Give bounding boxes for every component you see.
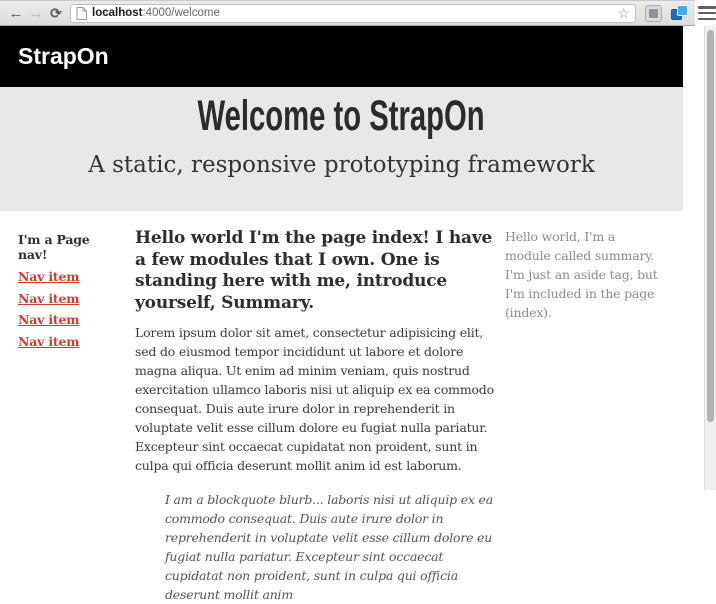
page-nav xyxy=(18,211,120,356)
main-column xyxy=(135,211,496,604)
site-header xyxy=(0,26,683,87)
page-viewport xyxy=(0,26,683,602)
extension-button-2[interactable] xyxy=(671,5,688,22)
url-path: :4000/welcome xyxy=(142,7,220,19)
hero-section xyxy=(0,87,683,211)
blockquote: I am a blockquote blurb... laboris nisi ut aliquip ex ea commodo consequat. Duis aute irure dolor in reprehenderit in voluptate velit esse cillum dolore eu fugiat nulla pariatur. Excepteur sint occaecat cupidatat non proident, sunt in culpa qui officia deserunt mollit anim xyxy=(165,492,493,602)
reload-button[interactable] xyxy=(46,3,66,23)
forward-button[interactable] xyxy=(26,3,46,23)
scrollbar-track[interactable] xyxy=(704,26,716,490)
address-bar[interactable] xyxy=(70,4,636,23)
scrollbar-thumb[interactable] xyxy=(707,30,714,422)
nav-item-link-3[interactable]: Nav item xyxy=(18,312,80,327)
nav-item-link-2[interactable]: Nav item xyxy=(18,290,80,306)
site-logo: StrapOn xyxy=(18,43,109,69)
back-icon: ← xyxy=(8,4,24,22)
page-icon xyxy=(76,7,87,20)
content-area xyxy=(0,211,683,602)
hamburger-icon xyxy=(698,6,716,9)
browser-toolbar xyxy=(0,0,695,26)
nav-item-link-4[interactable]: Nav item xyxy=(18,333,80,349)
extension-1-icon xyxy=(649,9,658,18)
nav-item-link-1[interactable]: Nav item xyxy=(18,269,80,284)
hero-subtitle: A static, responsive prototyping framework xyxy=(88,152,595,178)
extension-button-1[interactable] xyxy=(645,5,662,22)
bookmark-star-icon[interactable]: ☆ xyxy=(617,5,630,21)
forward-icon: → xyxy=(28,4,44,22)
reload-icon: ⟳ xyxy=(50,4,62,21)
url-text xyxy=(92,7,617,19)
back-button[interactable] xyxy=(6,3,26,23)
hero-title: Welcome to StrapOn xyxy=(197,92,486,140)
summary-aside: Hello world, I'm a module called summary. I'm just an aside tag, but I'm included in the page (index). xyxy=(505,229,658,320)
page-nav-title: I'm a Page nav! xyxy=(18,232,90,262)
menu-button[interactable] xyxy=(698,6,716,20)
page-heading: Hello world I'm the page index! I have a few modules that I own. One is standing here with me, introduce yourself, Summary. xyxy=(135,228,493,313)
url-domain: localhost xyxy=(92,7,143,19)
body-paragraph: Lorem ipsum dolor sit amet, consectetur adipisicing elit, sed do eiusmod tempor incididunt ut labore et dolore magna aliqua. Ut enim ad minim veniam, quis nostrud exercitation ullamco laboris nisi ut aliquip ex ea commodo consequat. Duis aute irure dolor in reprehenderit in voluptate velit esse cillum dolore eu fugiat nulla pariatur. Excepteur sint occaecat cupidatat non proident, sunt in culpa qui officia deserunt mollit anim id est laborum. xyxy=(135,325,494,473)
